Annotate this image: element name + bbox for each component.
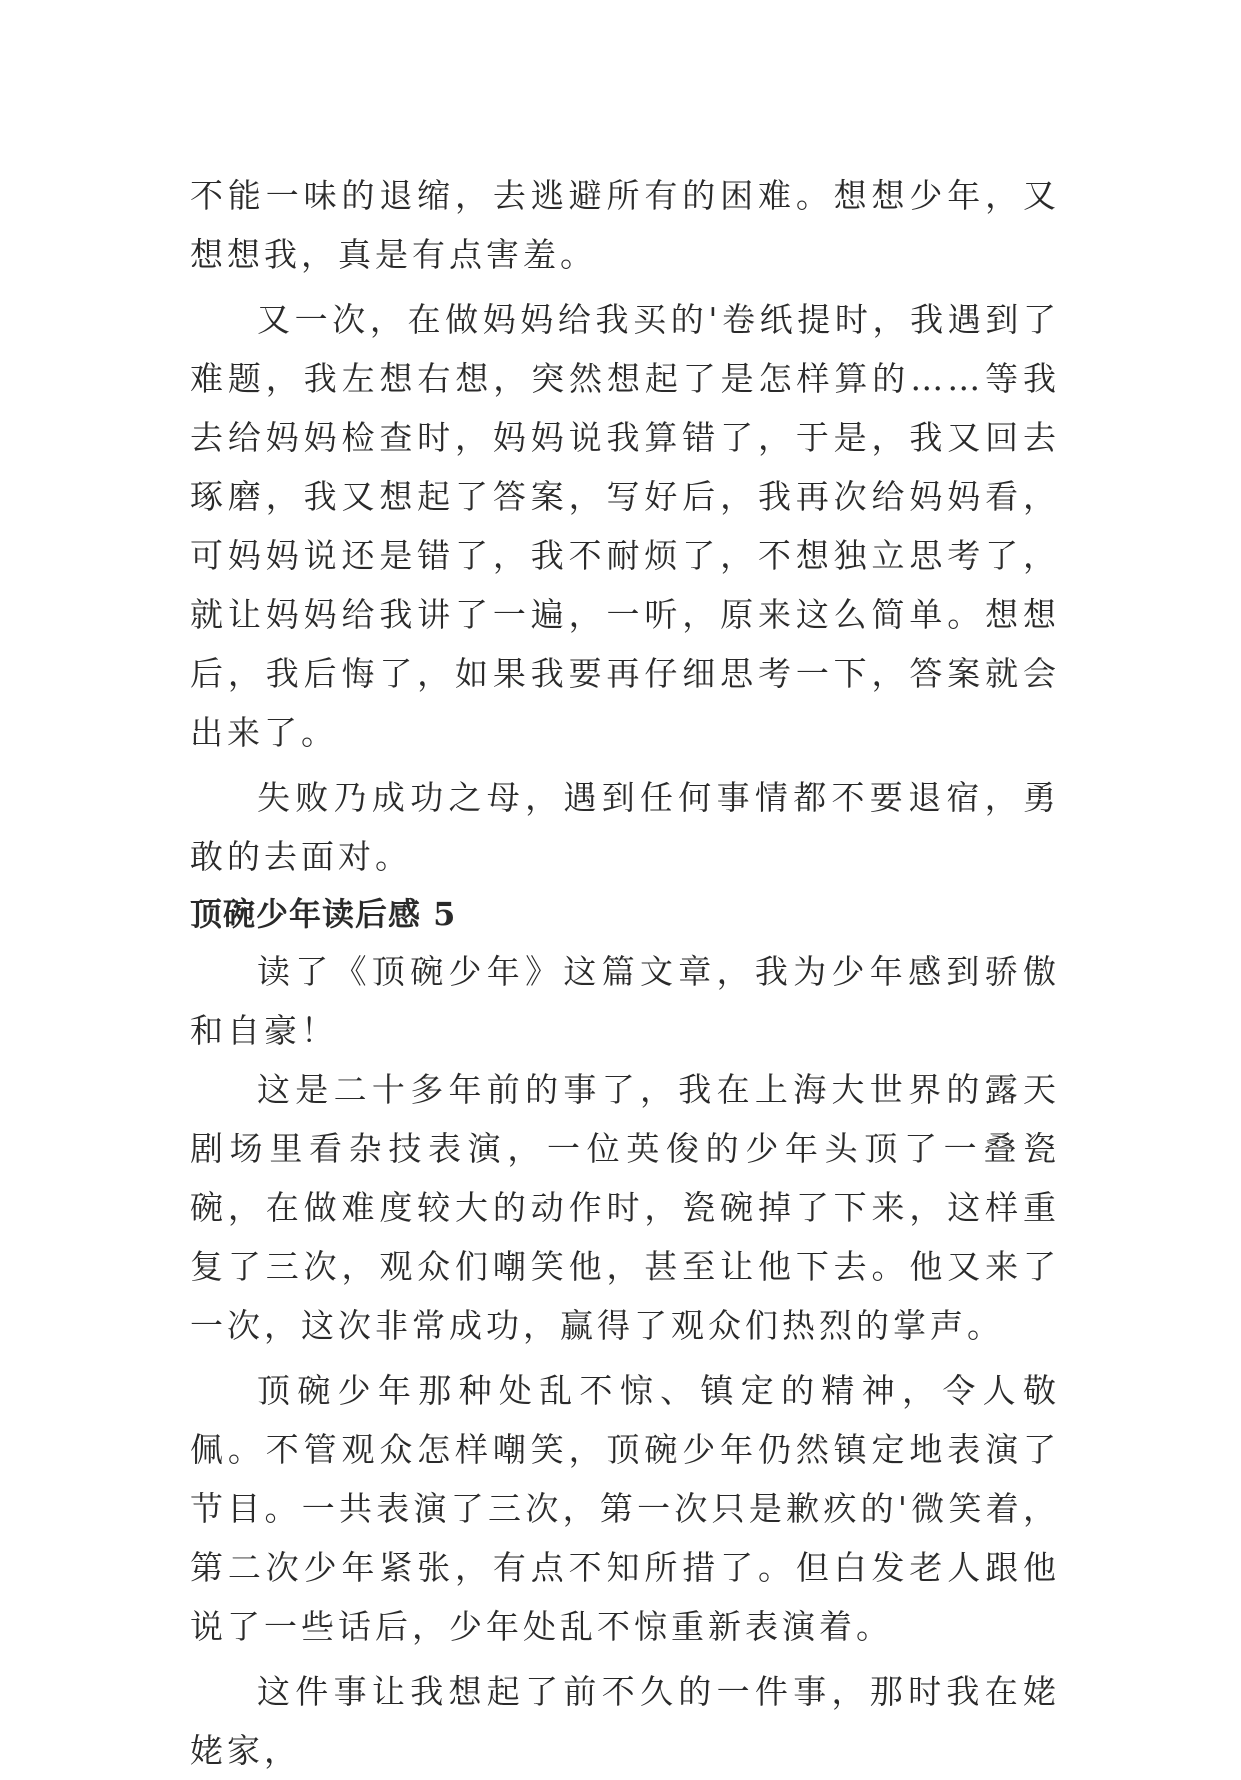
paragraph-story: 这是二十多年前的事了，我在上海大世界的露天剧场里看杂技表演，一位英俊的少年头顶了一叠瓷碗，在做难度较大的动作时，瓷碗掉了下来，这样重复了三次，观众们嘲笑他，甚至让他下去。他又来了一次，这次非常成功，赢得了观众们热烈的掌声。 [190,1070,1060,1345]
section-heading: 顶碗少年读后感 5 [190,895,457,933]
document-body [190,166,1060,1780]
paragraph-reflection: 顶碗少年那种处乱不惊、镇定的精神，令人敬佩。不管观众怎样嘲笑，顶碗少年仍然镇定地表演了节目。一共表演了三次，第一次只是歉疚的'微笑着，第二次少年紧张，有点不知所措了。但白发老人跟他说了一些话后，少年处乱不惊重新表演着。 [190,1371,1060,1646]
paragraph-conclusion: 失败乃成功之母，遇到任何事情都不要退宿，勇敢的去面对。 [190,778,1060,876]
paragraph-exam-story: 又一次，在做妈妈给我买的'卷纸提时，我遇到了难题，我左想右想，突然想起了是怎样算的……等我去给妈妈检查时，妈妈说我算错了，于是，我又回去琢磨，我又想起了答案，写好后，我再次给妈妈看，可妈妈说还是错了，我不耐烦了，不想独立思考了，就让妈妈给我讲了一遍，一听，原来这么简单。想想后，我后悔了，如果我要再仔细思考一下，答案就会出来了。 [190,300,1060,752]
paragraph-memory: 这件事让我想起了前不久的一件事，那时我在姥姥家， [190,1672,1060,1770]
paragraph-intro: 读了《顶碗少年》这篇文章，我为少年感到骄傲和自豪！ [190,952,1060,1050]
paragraph-continuation: 不能一味的退缩，去逃避所有的困难。想想少年，又想想我，真是有点害羞。 [190,176,1060,274]
